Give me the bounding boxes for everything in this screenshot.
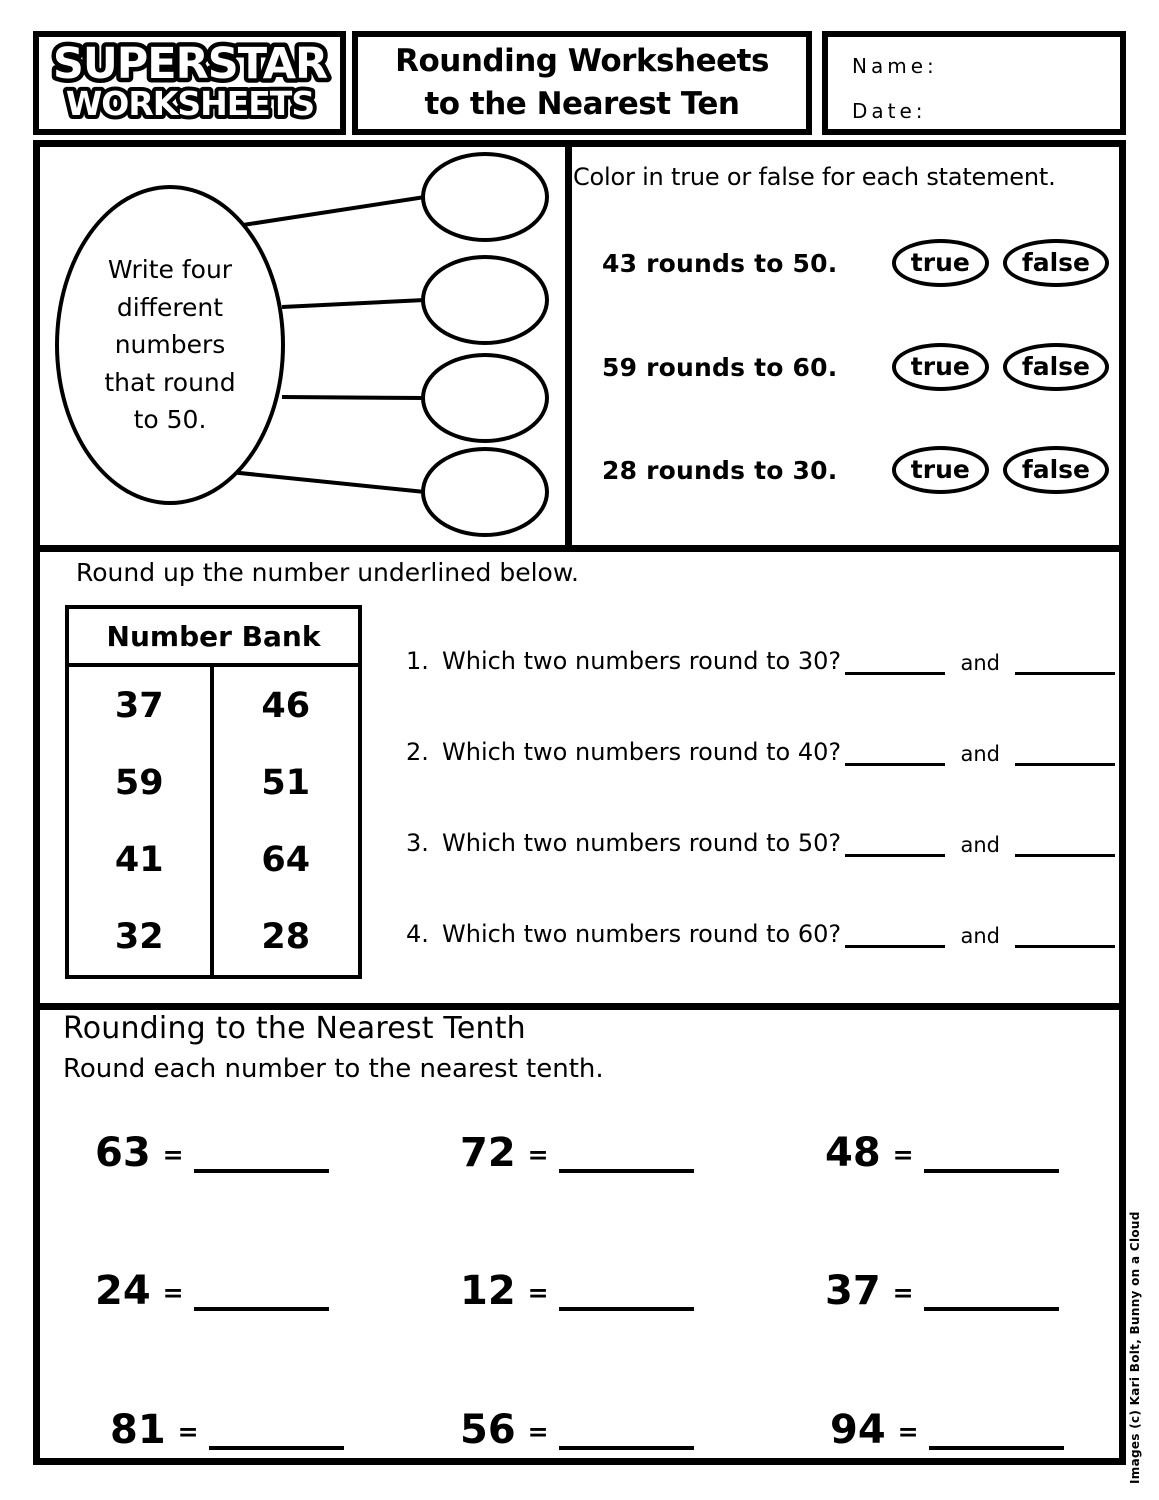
problem-answer-blank[interactable] [559, 1143, 694, 1173]
name-date-box [822, 31, 1126, 135]
statement-text: 59 rounds to 60. [602, 352, 838, 382]
number-bank [65, 605, 362, 979]
bank-number: 28 [261, 916, 311, 957]
bank-number: 37 [69, 667, 214, 744]
tenth-section-subtitle: Round each number to the nearest tenth. [63, 1054, 604, 1084]
problem-number: 56 [460, 1407, 516, 1453]
question-number: 1. [406, 647, 429, 675]
answer-blank-1[interactable] [845, 651, 945, 675]
answer-blank-2[interactable] [1015, 742, 1115, 766]
number-bank-grid [69, 667, 358, 975]
problem-72 [460, 1125, 694, 1176]
section-divider-1 [40, 545, 1119, 552]
question-number: 4. [406, 920, 429, 948]
problem-answer-blank[interactable] [194, 1143, 329, 1173]
tenth-section-title: Rounding to the Nearest Tenth [63, 1011, 526, 1046]
write-four-prompt-oval [55, 185, 285, 505]
equals-sign: = [527, 1140, 549, 1169]
prompt-line: to 50. [133, 405, 207, 435]
problem-answer-blank[interactable] [929, 1420, 1064, 1450]
answer-blank-1[interactable] [845, 924, 945, 948]
answer-oval-1[interactable] [421, 152, 549, 242]
bank-number: 32 [69, 898, 214, 975]
answer-blank-1[interactable] [845, 833, 945, 857]
problem-answer-blank[interactable] [194, 1281, 329, 1311]
prompt-line: that round [104, 367, 236, 397]
prompt-line: numbers [114, 330, 226, 360]
answer-oval-2[interactable] [421, 255, 549, 345]
equals-sign: = [892, 1278, 914, 1307]
prompt-line: Write four [107, 255, 233, 285]
section-divider-vertical [565, 147, 572, 552]
answer-oval-4[interactable] [421, 447, 549, 537]
equals-sign: = [162, 1140, 184, 1169]
question-row-3 [406, 819, 1115, 857]
problem-number: 63 [95, 1130, 151, 1176]
true-oval[interactable]: true [892, 239, 989, 287]
problem-answer-blank[interactable] [559, 1420, 694, 1450]
bank-number: 59 [69, 744, 214, 821]
question-text: Which two numbers round to 60? [442, 920, 842, 948]
problem-37 [825, 1263, 1059, 1314]
problem-81 [110, 1402, 344, 1453]
statement-text: 28 rounds to 30. [602, 455, 838, 485]
equals-sign: = [527, 1417, 549, 1446]
equals-sign: = [162, 1278, 184, 1307]
logo-box [33, 31, 346, 135]
problem-answer-blank[interactable] [209, 1420, 344, 1450]
false-oval[interactable]: false [1003, 446, 1109, 494]
equals-sign: = [177, 1417, 199, 1446]
worksheet-title-line1: Rounding Worksheets [395, 42, 769, 79]
problem-94 [830, 1402, 1064, 1453]
superstar-worksheets-logo [42, 37, 337, 129]
answer-blank-2[interactable] [1015, 651, 1115, 675]
true-false-instruction: Color in true or false for each statement. [573, 163, 1056, 191]
worksheet-title-line2: to the Nearest Ten [424, 86, 740, 122]
prompt-line: different [116, 292, 224, 322]
question-text: Which two numbers round to 30? [442, 647, 842, 675]
problem-number: 12 [460, 1268, 516, 1314]
false-oval[interactable]: false [1003, 239, 1109, 287]
answer-blank-2[interactable] [1015, 833, 1115, 857]
question-row-1 [406, 637, 1115, 675]
question-row-4 [406, 910, 1115, 948]
problem-answer-blank[interactable] [924, 1143, 1059, 1173]
question-number: 2. [406, 738, 429, 766]
problem-answer-blank[interactable] [559, 1281, 694, 1311]
problem-number: 72 [460, 1130, 516, 1176]
problem-number: 94 [830, 1407, 886, 1453]
section-divider-2 [40, 1003, 1119, 1010]
name-label: Name: [852, 54, 938, 78]
logo-line1: SUPERSTAR [52, 39, 328, 89]
bank-number: 41 [69, 821, 214, 898]
bank-number: 64 [261, 839, 311, 880]
image-credit: Images (c) Kari Bolt, Bunny on a Cloud [1128, 1211, 1142, 1484]
equals-sign: = [527, 1278, 549, 1307]
problem-number: 48 [825, 1130, 881, 1176]
statement-text: 43 rounds to 50. [602, 248, 838, 278]
true-false-row [572, 440, 1115, 500]
problem-number: 37 [825, 1268, 881, 1314]
worksheet-title-box [352, 31, 812, 135]
answer-blank-2[interactable] [1015, 924, 1115, 948]
number-bank-title: Number Bank [69, 609, 358, 667]
answer-oval-3[interactable] [421, 353, 549, 443]
and-label: and [960, 833, 1000, 857]
bank-number: 46 [261, 685, 311, 726]
bank-number: 51 [261, 762, 311, 803]
equals-sign: = [892, 1140, 914, 1169]
number-bank-heading: Round up the number underlined below. [76, 558, 579, 587]
true-oval[interactable]: true [892, 446, 989, 494]
problem-24 [95, 1263, 329, 1314]
true-oval[interactable]: true [892, 343, 989, 391]
problem-56 [460, 1402, 694, 1453]
logo-line2: WORKSHEETS [65, 84, 315, 123]
problem-answer-blank[interactable] [924, 1281, 1059, 1311]
problem-48 [825, 1125, 1059, 1176]
question-text: Which two numbers round to 40? [442, 738, 842, 766]
and-label: and [960, 742, 1000, 766]
problem-12 [460, 1263, 694, 1314]
answer-blank-1[interactable] [845, 742, 945, 766]
and-label: and [960, 924, 1000, 948]
problem-63 [95, 1125, 329, 1176]
question-text: Which two numbers round to 50? [442, 829, 842, 857]
question-row-2 [406, 728, 1115, 766]
question-number: 3. [406, 829, 429, 857]
problem-number: 24 [95, 1268, 151, 1314]
true-false-row [572, 233, 1115, 293]
true-false-row [572, 337, 1115, 397]
equals-sign: = [897, 1417, 919, 1446]
date-label: Date: [852, 99, 927, 123]
false-oval[interactable]: false [1003, 343, 1109, 391]
problem-number: 81 [110, 1407, 166, 1453]
worksheet-body [33, 140, 1126, 1465]
and-label: and [960, 651, 1000, 675]
